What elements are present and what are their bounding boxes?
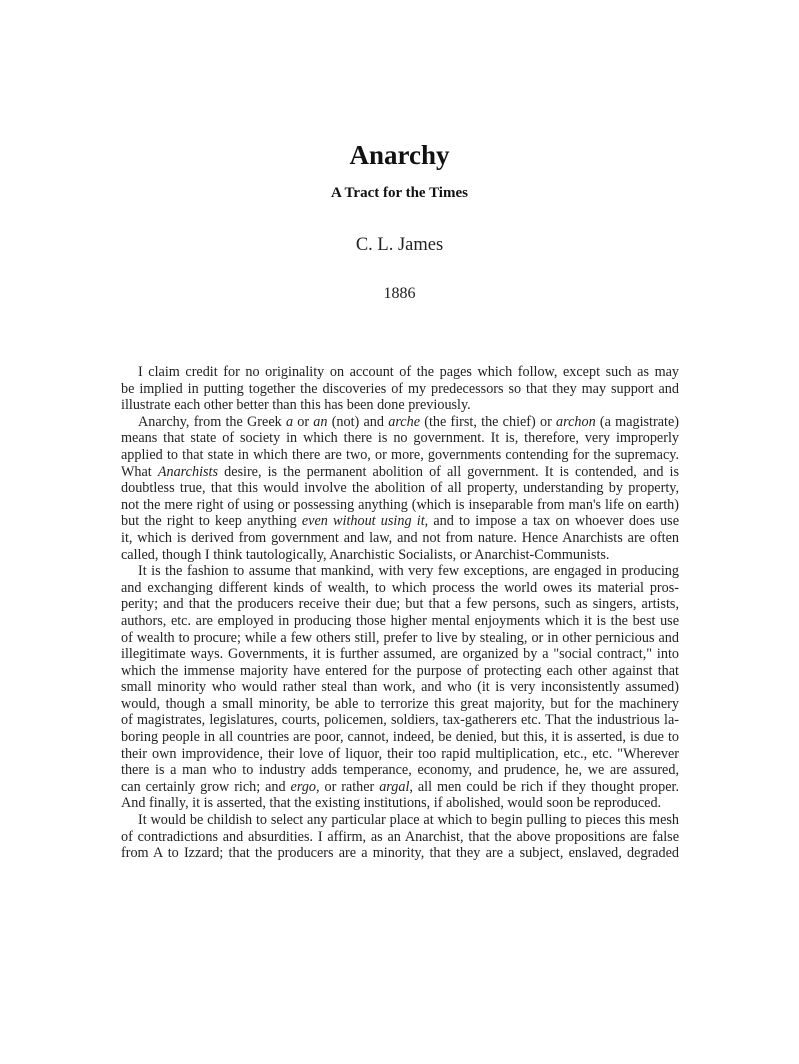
- text-line: it, which is derived from government and law, and not from nature. Hence Anarchists are often: [121, 529, 679, 546]
- text-line: means that state of society in which there is no government. It is, therefore, very improperly: [121, 430, 679, 447]
- italic-term: ergo: [290, 778, 317, 795]
- italic-term: Anarchists: [157, 463, 218, 480]
- text-line: would, though a small minority, be able to terrorize this great majority, but for the machinery: [121, 695, 679, 712]
- italic-term: even without using it: [301, 513, 425, 530]
- italic-term: archon: [556, 413, 596, 430]
- italic-term: arche: [388, 413, 420, 430]
- text-line: there is a man who to industry adds temperance, economy, and prudence, he, we are assured,: [121, 762, 679, 779]
- text-line: and exchanging different kinds of wealth, to which process the world owes its material pros-: [121, 579, 679, 596]
- italic-term: argal: [379, 778, 410, 795]
- paragraph: [121, 812, 679, 862]
- text-line: not the mere right of using or possessing anything (which is inseparable from man's life on earth): [121, 496, 679, 513]
- text-line: of magistrates, legislatures, courts, policemen, soldiers, tax-gatherers etc. That the industrious la-: [121, 712, 679, 729]
- text-line: their own improvidence, their love of liquor, their too rapid multiplication, etc., etc. "Wherever: [121, 745, 679, 762]
- text-line: applied to that state in which there are two, or more, governments contending for the supremacy.: [121, 446, 679, 463]
- text-line: boring people in all countries are poor, cannot, indeed, be denied, but this, it is asserted, is due to: [121, 729, 679, 746]
- text-line: be implied in putting together the discoveries of my predecessors so that they may support and: [121, 380, 679, 397]
- text-line: perity; and that the producers receive their due; but that a few persons, such as singers, artists,: [121, 596, 679, 613]
- document-year: 1886: [383, 285, 416, 302]
- paragraph: [121, 563, 679, 812]
- italic-term: a: [285, 413, 294, 430]
- text-line: And finally, it is asserted, that the existing institutions, if abolished, would soon be reproduced.: [121, 795, 662, 812]
- text-line: called, though I think tautologically, Anarchistic Socialists, or Anarchist-Communists.: [121, 546, 610, 563]
- text-line: which the immense majority have entered for the purpose of protecting each other against that: [121, 662, 679, 679]
- text-line: doubtless true, that this would involve the abolition of all property, understanding by property,: [121, 480, 679, 497]
- text-line: authors, etc. are employed in producing those higher mental enjoyments which it is the best use: [121, 612, 679, 629]
- text-line: Anarchy, from the Greek a or an (not) and arche (the first, the chief) or archon (a magistrate): [138, 413, 679, 430]
- document-body: [121, 364, 679, 862]
- text-line: What Anarchists desire, is the permanent abolition of all government. It is contended, and is: [121, 463, 679, 480]
- text-line: can certainly grow rich; and ergo, or rather argal, all men could be rich if they thought proper.: [121, 778, 679, 795]
- document-title: Anarchy: [349, 140, 450, 170]
- text-line: I claim credit for no originality on account of the pages which follow, except such as may: [138, 364, 679, 380]
- text-line: of contradictions and absurdities. I affirm, as an Anarchist, that the above propositions are false: [121, 828, 679, 845]
- paragraph: [121, 414, 679, 563]
- text-line: illustrate each other better than this has been done previously.: [121, 397, 471, 414]
- text-line: but the right to keep anything even without using it, and to impose a tax on whoever does use: [121, 513, 679, 530]
- document-author: C. L. James: [355, 235, 444, 255]
- text-line: It would be childish to select any particular place at which to begin pulling to pieces this mesh: [138, 812, 679, 829]
- text-line: It is the fashion to assume that mankind, with very few exceptions, are engaged in producing: [138, 563, 679, 580]
- text-line: from A to Izzard; that the producers are a minority, that they are a subject, enslaved, degraded: [121, 845, 679, 862]
- document-subtitle: A Tract for the Times: [331, 185, 468, 201]
- text-line: illegitimate ways. Governments, it is further assumed, are organized by a "social contract," into: [121, 646, 679, 663]
- text-line: small minority who would rather steal than work, and who (it is very inconsistently assumed): [121, 679, 679, 696]
- text-line: of wealth to procure; while a few others still, prefer to live by stealing, or in other pernicious and: [121, 629, 679, 646]
- italic-term: an: [313, 413, 328, 430]
- paragraph: [121, 364, 679, 414]
